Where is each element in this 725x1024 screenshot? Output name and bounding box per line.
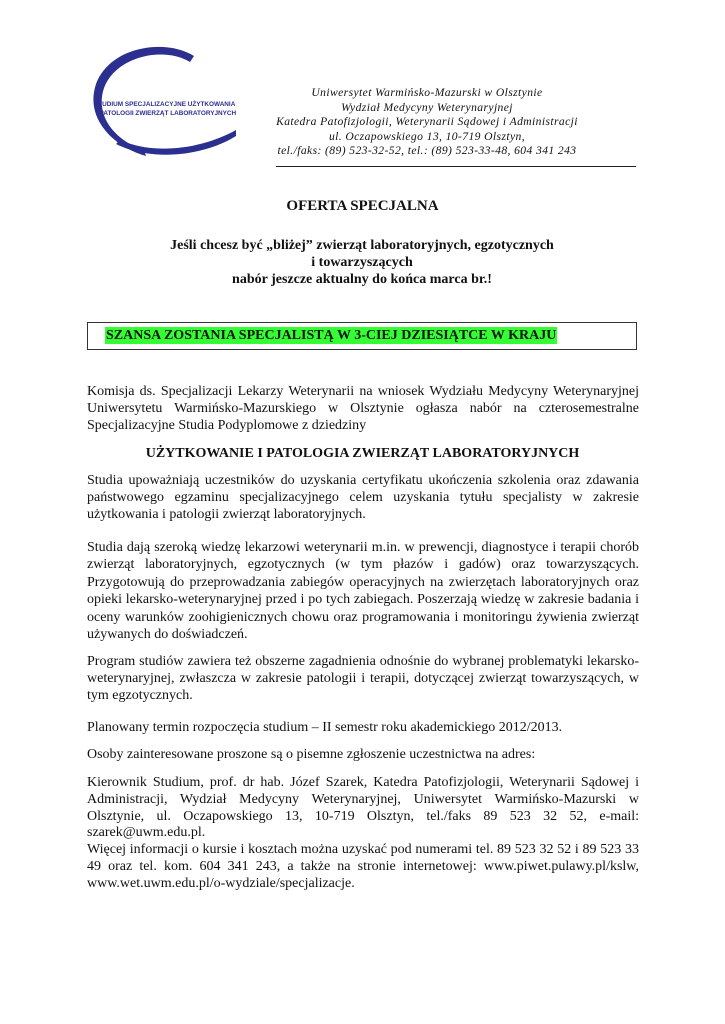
contact-text: Kierownik Studium, prof. dr hab. Józef Szarek, Katedra Patofizjologii, Weterynarii Sądowej i Administracji, Wydział Medycyny Weterynaryjnej, Uniwersytet Warmińsko-Mazurski w Olsztynie, ul. Oczapowskiego 13, 10-719 Olsztyn, tel./faks 89 523 32 52, e-mail: szarek@uwm.edu.pl. — [87, 775, 639, 841]
apply-text: Osoby zainteresowane proszone są o pisemne zgłoszenie uczestnictwa na adres: — [87, 747, 536, 762]
knowledge-text: Studia dają szeroką wiedzę lekarzowi weterynarii m.in. w prewencji, diagnostyce i terapii chorób zwierząt laboratoryjnych, egzotycznych (w tym płazów i gadów) oraz towarzyszących. Przygotowują do przeprowadzania zabiegów operacyjnych na zwierzętach laboratoryjnych oraz opieki lekarsko-weterynaryjnej przed i po tych zabiegach. Poszerzają wiedzę w zakresie badania i oceny warunków zoohigienicznych chowu oraz programowania i monitoringu żywienia zwierząt używanych do doświadczeń. — [87, 540, 639, 643]
address: ul. Oczapowskiego 13, 10-719 Olsztyn, — [328, 129, 526, 143]
knowledge-paragraph — [87, 539, 639, 643]
header-divider — [276, 166, 636, 167]
highlight-text: SZANSA ZOSTANIA SPECJALISTĄ W 3-CIEJ DZIESIĄTCE W KRAJU — [106, 328, 557, 343]
apply-paragraph — [87, 747, 639, 764]
phone-numbers: tel./faks: (89) 523-32-52, tel.: (89) 523-33-48, 604 341 243 — [277, 144, 577, 158]
logo-text-line2: I PATOLOGII ZWIERZĄT LABORATORYJNYCH — [96, 110, 237, 117]
intro-line-2: i towarzyszących — [311, 255, 413, 270]
program-text: Program studiów zawiera też obszerne zagadnienia odnośnie do wybranej problematyki lekarsko-weterynaryjnej, zwłaszcza w zakresie patologii i terapii, dotyczącej zwierząt towarzyszących, w tym egzotycznych. — [87, 654, 639, 703]
field-title: UŻYTKOWANIE I PATOLOGIA ZWIERZĄT LABORATORYJNYCH — [145, 446, 580, 461]
letterhead — [247, 86, 607, 159]
contact-paragraph — [87, 775, 639, 893]
certificate-paragraph — [87, 473, 639, 523]
more-info-text: Więcej informacji o kursie i kosztach można uzyskać pod numerami tel. 89 523 32 52 i 89 523 33 49 oraz tel. kom. 604 341 243, a także na stronie internetowej: www.piwet.pulawy.pl/kslw, www.wet.uwm.edu.pl/o-wydziale/specjalizacje. — [87, 842, 639, 891]
university-name: Uniwersytet Warmińsko-Mazurski w Olsztynie — [311, 86, 543, 99]
logo-text-line1: STUDIUM SPECJALIZACYJNE UŻYTKOWANIA — [94, 101, 236, 108]
intro-line-3: nabór jeszcze aktualny do końca marca br.! — [232, 272, 492, 287]
certificate-text: Studia upoważniają uczestników do uzyskania certyfikatu ukończenia szkolenia oraz zdawania państwowego egzaminu specjalizacyjnego celem uzyskania tytułu specjalisty w zakresie użytkowania i patologii zwierząt laboratoryjnych. — [87, 473, 639, 522]
faculty-name: Wydział Medycyny Weterynaryjnej — [341, 100, 513, 114]
announcement-paragraph — [87, 384, 639, 434]
department-name: Katedra Patofizjologii, Weterynarii Sądowej i Administracji — [276, 115, 578, 129]
start-text: Planowany termin rozpoczęcia studium – II semestr roku akademickiego 2012/2013. — [87, 720, 563, 735]
program-paragraph — [87, 654, 639, 704]
offer-title: OFERTA SPECJALNA — [286, 198, 439, 214]
announcement-text: Komisja ds. Specjalizacji Lekarzy Weterynarii na wniosek Wydziału Medycyny Weterynaryjnej Uniwersytetu Warmińsko-Mazurskiego w Olsztynie ogłasza nabór na czterosemestralne Specjalizacyjne Studia Podyplomowe z dziedziny — [87, 384, 639, 433]
intro-line-1: Jeśli chcesz być „bliżej” zwierząt laboratoryjnych, egzotycznych — [170, 238, 554, 253]
start-paragraph — [87, 720, 639, 737]
highlight-box — [87, 322, 637, 350]
studium-logo — [86, 44, 240, 162]
intro-heading — [88, 237, 636, 288]
